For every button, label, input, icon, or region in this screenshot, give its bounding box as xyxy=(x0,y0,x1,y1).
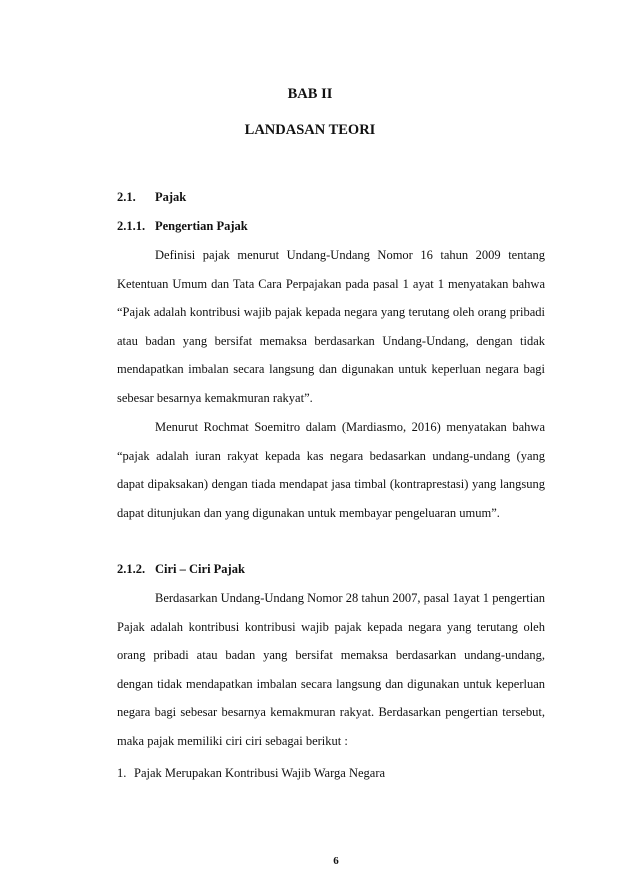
section-number: 2.1. xyxy=(117,190,136,204)
chapter-number: BAB II xyxy=(287,86,333,102)
list-item-text: Pajak Merupakan Kontribusi Wajib Warga Negara xyxy=(134,766,386,780)
paragraph-soemitro xyxy=(117,413,545,527)
chapter-title: LANDASAN TEORI xyxy=(244,122,376,138)
list-item-number: 1. xyxy=(117,766,127,780)
subsection-heading-pengertian xyxy=(117,219,248,234)
subsection-number: 2.1.1. xyxy=(117,219,146,233)
subsection-number: 2.1.2. xyxy=(117,562,146,576)
subsection-title: Ciri – Ciri Pajak xyxy=(155,562,245,576)
paragraph-definition xyxy=(117,241,545,413)
paragraph-text: Definisi pajak menurut Undang-Undang Nomor 16 tahun 2009 tentang Ketentuan Umum dan Tata Cara Perpajakan pada pasal 1 ayat 1 menyatakan bahwa “Pajak adalah kontribusi wajib pajak kepada negara yang terutang oleh orang pribadi atau badan yang bersifat memaksa berdasarkan Undang-Undang, dengan tidak mendapatkan imbalan secara langsung dan digunakan untuk keperluan negara bagi sebesar besarnya kemakmuran rakyat”. xyxy=(117,248,545,405)
paragraph-text: Menurut Rochmat Soemitro dalam (Mardiasmo, 2016) menyatakan bahwa “pajak adalah iuran rakyat kepada kas negara bedasarkan undang-undang (yang dapat dipaksakan) dengan tiada mendapat jasa timbal (kontraprestasi) yang langsung dapat ditunjukan dan yang digunakan untuk membayar pengeluaran umum”. xyxy=(117,420,545,520)
section-heading-pajak xyxy=(117,190,186,205)
section-title: Pajak xyxy=(155,190,187,204)
page-number: 6 xyxy=(333,855,339,867)
list-item xyxy=(117,766,385,781)
subsection-title: Pengertian Pajak xyxy=(155,219,248,233)
paragraph-undang-undang xyxy=(117,584,545,756)
subsection-heading-ciri xyxy=(117,562,245,577)
paragraph-text: Berdasarkan Undang-Undang Nomor 28 tahun 2007, pasal 1ayat 1 pengertian Pajak adalah kontribusi kontribusi wajib pajak kepada negara yang terutang oleh orang pribadi atau badan yang bersifat memaksa berdasarkan undang-undang, dengan tidak mendapatkan imbalan secara langsung dan digunakan untuk keperluan negara bagi sebesar besarnya kemakmuran rakyat. Berdasarkan pengertian tersebut, maka pajak memiliki ciri ciri sebagai berikut : xyxy=(117,591,545,748)
